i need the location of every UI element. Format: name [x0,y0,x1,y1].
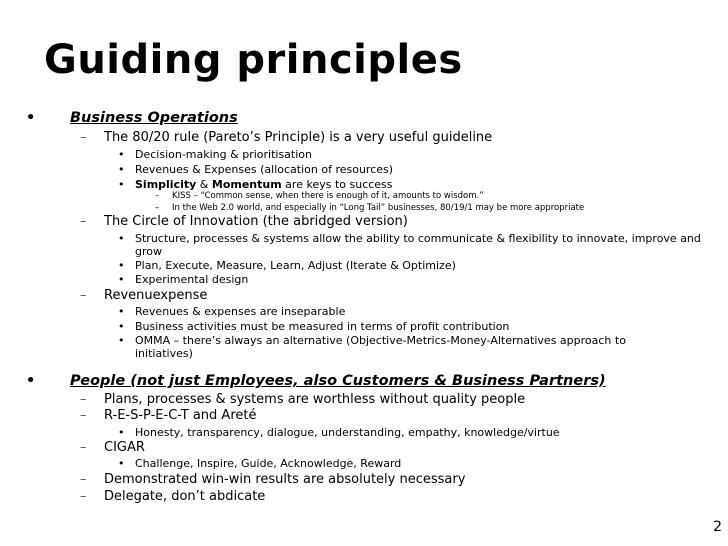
dash-marker: – [80,472,87,487]
item-text: Revenues & Expenses (allocation of resources) [135,163,394,176]
bullet-marker: • [26,373,36,389]
bullet-marker: • [118,334,125,347]
bullet-marker: • [118,148,125,161]
dash-marker: – [80,288,87,303]
item-text: R-E-S-P-E-C-T and Areté [104,408,257,423]
dash-marker: – [155,191,160,201]
item-text: Structure, processes & systems allow the ability to communicate & flexibility to innovate, improve and grow [135,232,701,258]
item-text: Decision-making & prioritisation [135,148,312,161]
item-text: OMMA – there’s always an alternative (Objective-Metrics-Money-Alternatives approach to initiatives) [135,334,626,360]
item-text: Delegate, don’t abdicate [104,489,266,504]
dash-marker: – [80,214,87,229]
bullet-marker: • [118,232,125,245]
bullet-marker: • [118,457,125,470]
item-text: KISS – “Common sense, when there is enough of it, amounts to wisdom.” [172,191,484,201]
slide-title: Guiding principles [44,37,463,83]
section-heading: People (not just Employees, also Customers & Business Partners) [70,373,606,389]
bold-text: Simplicity [135,178,197,191]
item-text [135,178,393,191]
bullet-marker: • [118,259,125,272]
item-text: The Circle of Innovation (the abridged version) [104,214,408,229]
item-text: In the Web 2.0 world, and especially in “Long Tail” businesses, 80/19/1 may be more appropriate [172,203,585,213]
item-text: Demonstrated win-win results are absolutely necessary [104,472,466,487]
bullet-marker: • [118,320,125,333]
item-text: Revenuexpense [104,288,208,303]
item-text: Challenge, Inspire, Guide, Acknowledge, Reward [135,457,402,470]
item-text: Plans, processes & systems are worthless without quality people [104,392,526,407]
plain-text: are keys to success [281,178,393,191]
dash-marker: – [80,392,87,407]
dash-marker: – [80,440,87,455]
bullet-marker: • [118,305,125,318]
item-text: The 80/20 rule (Pareto’s Principle) is a very useful guideline [104,130,493,145]
plain-text: & [196,178,212,191]
item-text: Honesty, transparency, dialogue, understanding, empathy, knowledge/virtue [135,426,560,439]
item-text: Plan, Execute, Measure, Learn, Adjust (Iterate & Optimize) [135,259,456,272]
item-text: CIGAR [104,440,145,455]
bullet-marker: • [118,163,125,176]
item-text: Revenues & expenses are inseparable [135,305,346,318]
bullet-marker: • [118,273,125,286]
dash-marker: – [155,203,160,213]
section-heading: Business Operations [70,110,238,126]
bold-text: Momentum [211,178,282,191]
dash-marker: – [80,489,87,504]
bullet-marker: • [118,178,125,191]
item-text: Business activities must be measured in terms of profit contribution [135,320,510,333]
bullet-marker: • [26,110,36,126]
item-text: Experimental design [135,273,249,286]
dash-marker: – [80,408,87,423]
bullet-marker: • [118,426,125,439]
dash-marker: – [80,130,87,145]
page-number: 2 [713,519,722,535]
